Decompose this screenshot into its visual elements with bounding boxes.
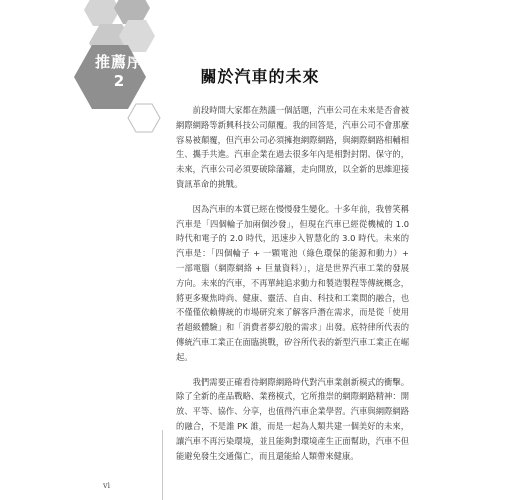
badge-number: 2 (113, 72, 125, 90)
badge-title: 推薦序 (94, 53, 143, 71)
hexagon-outline-small (128, 104, 160, 132)
page-title: 關於汽車的未來 (200, 67, 320, 86)
margin-rule (162, 430, 163, 500)
paragraph-3: 我們需要正確看待網際網路時代對汽車業創新模式的衝擊。除了全新的產品戰略、業務模式，它所推崇的網際網路精神：開放、平等、協作、分享，也值得汽車企業學習。汽車與網際網路的融合，不是誰 PK 誰，而是一起為人類共建一個美好的未來，讓汽車不再污染環境，並且能夠對環境產生正面幫助，汽車不但能避免發生交通傷亡，而且還能給人類帶來健康。 (176, 376, 409, 461)
body-text (176, 103, 409, 473)
hexagon-top-left (84, 0, 120, 26)
page-number: vi (103, 481, 111, 490)
paragraph-1: 前段時間大家都在熱議一個話題，汽車公司在未來是否會被網際網路等新興科技公司顛覆。我的回答是，汽車公司不會那麼容易被顛覆，但汽車公司必須擁抱網際網路，與網際網路相輔相生、攜手共進。汽車企業在過去很多年內是相對封閉、保守的，未來，汽車公司必須要破除藩籬，走向開放，以全新的思維迎接資訊革命的挑戰。 (176, 105, 409, 189)
paragraph-2: 因為汽車的本質已經在慢慢發生變化。十多年前，我曾笑稱汽車是「四個輪子加兩個沙發」，但現在汽車已經從機械的 1.0 時代和電子的 2.0 時代，迅速步入智慧化的 3.0 時代。未來的汽車是：「四個輪子 + 一顆電池（綠色環保的能源和動力）+ 一部電腦（網際網絡 + 巨量資料）」，這是世界汽車工業的發展方向。未來的汽車，不再單純追求動力和製造製程等傳統概念，將更多聚焦時尚、健康、靈活、自由、科技和工業間的融合，也不僅僅依賴傳統的市場研究來了解客戶潛在需求，而是從「使用者超級體驗」和「消費者夢幻般的需求」出發。底特律所代表的傳統汽車工業正在面臨挑戰，矽谷所代表的新型汽車工業正在崛起。 (176, 203, 409, 362)
